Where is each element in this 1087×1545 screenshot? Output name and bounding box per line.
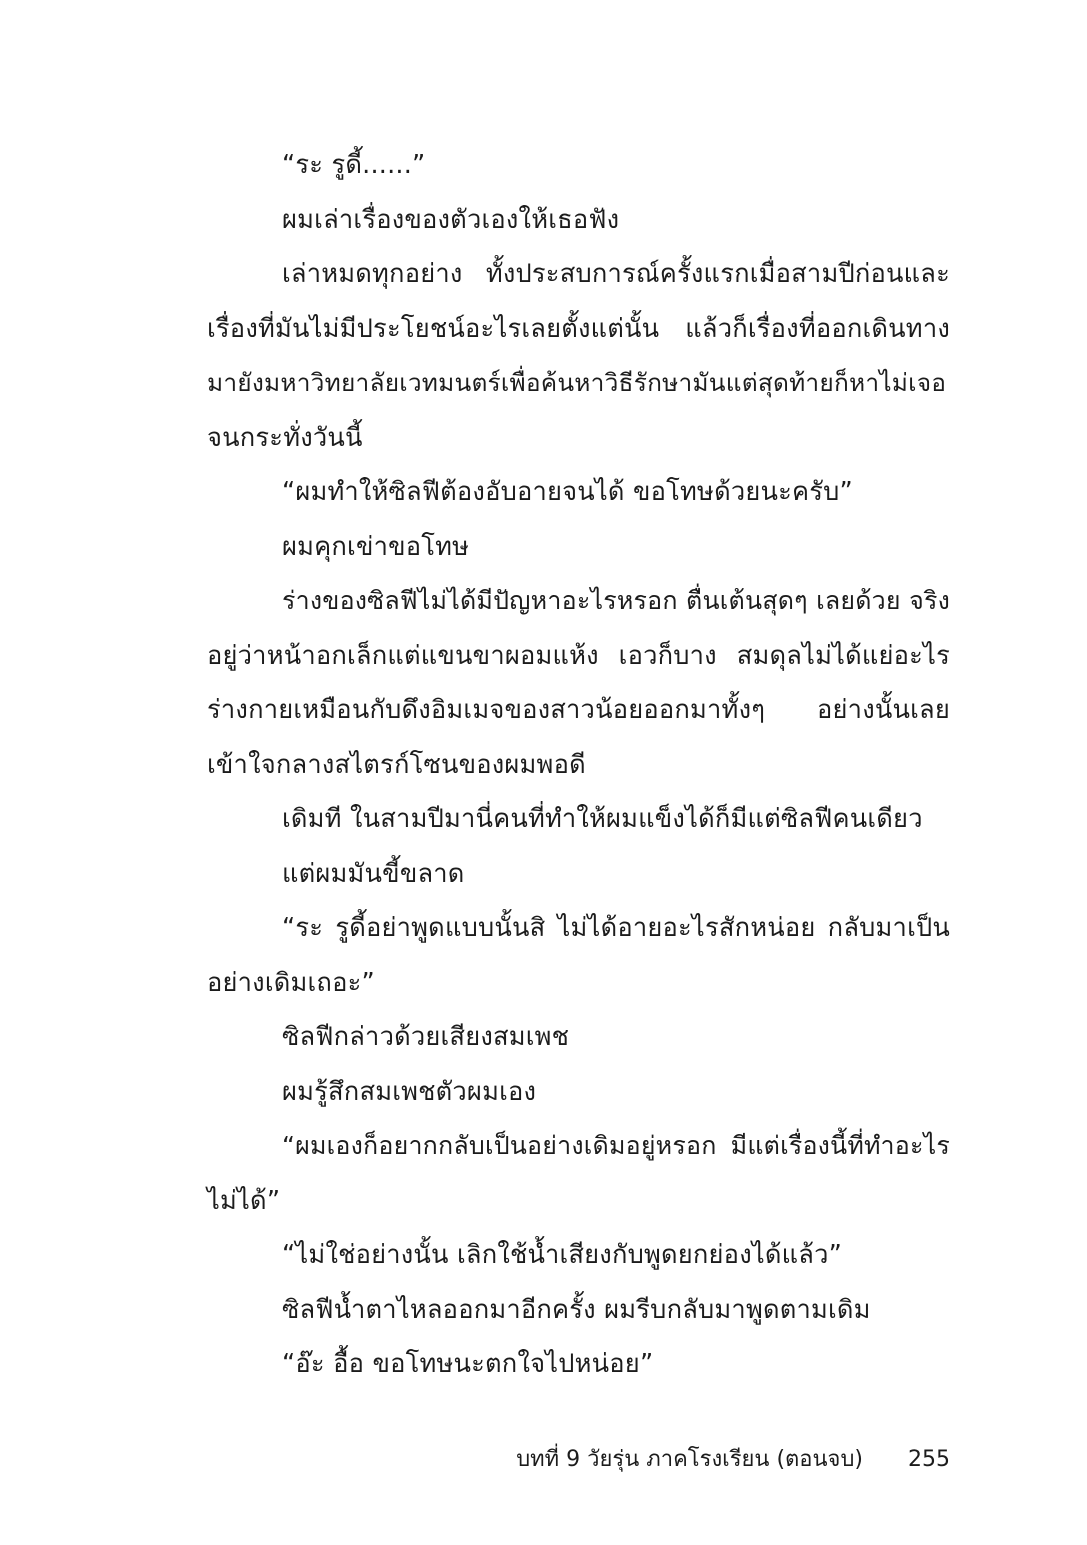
text-line: “ระ รูดี้......” — [282, 150, 426, 180]
text-line: ผมคุกเข่าขอโทษ — [282, 531, 470, 562]
page-footer — [516, 1445, 950, 1475]
text-line: จนกระทั่งวันนี้ — [207, 422, 363, 453]
text-line: เข้าใจกลางสไตรก์โซนของผมพอดี — [207, 749, 586, 780]
running-chapter-title: บทที่ 9 วัยรุ่น ภาคโรงเรียน (ตอนจบ) — [516, 1447, 863, 1472]
text-line: “ไม่ใช่อย่างนั้น เลิกใช้น้ำเสียงกับพูดยกย่องได้แล้ว” — [282, 1240, 843, 1270]
text-line: อยู่ว่าหน้าอกเล็กแต่แขนขาผอมแห้ง เอวก็บาง สมดุลไม่ได้แย่อะไร — [207, 640, 950, 671]
text-line: ร่างกายเหมือนกับดึงอิมเมจของสาวน้อยออกมาทั้งๆ อย่างนั้นเลย — [207, 695, 950, 725]
text-line: ผมรู้สึกสมเพชตัวผมเอง — [282, 1076, 537, 1107]
text-line: ร่างของซิลฟีไม่ได้มีปัญหาอะไรหรอก ตื่นเต้นสุดๆ เลยด้วย จริง — [282, 586, 950, 615]
body-text — [207, 138, 950, 1392]
text-line: เรื่องที่มันไม่มีประโยชน์อะไรเลยตั้งแต่นั้น แล้วก็เรื่องที่ออกเดินทาง — [207, 313, 950, 344]
page-number: 255 — [908, 1447, 950, 1472]
text-line: “ระ รูดี้อย่าพูดแบบนั้นสิ ไม่ได้อายอะไรสักหน่อย กลับมาเป็น — [282, 913, 950, 943]
text-line: “ผมทำให้ซิลฟีต้องอับอายจนได้ ขอโทษด้วยนะครับ” — [282, 477, 853, 507]
text-line: ผมเล่าเรื่องของตัวเองให้เธอฟัง — [282, 204, 620, 235]
text-line: มายังมหาวิทยาลัยเวทมนตร์เพื่อค้นหาวิธีรักษามันแต่สุดท้ายก็หาไม่เจอ — [207, 368, 947, 397]
text-line: เล่าหมดทุกอย่าง ทั้งประสบการณ์ครั้งแรกเมื่อสามปีก่อนและ — [282, 259, 950, 289]
text-line: ซิลฟีน้ำตาไหลออกมาอีกครั้ง ผมรีบกลับมาพูดตามเดิม — [282, 1294, 871, 1325]
text-line: ซิลฟีกล่าวด้วยเสียงสมเพช — [282, 1022, 570, 1052]
text-line: อย่างเดิมเถอะ” — [207, 967, 375, 998]
text-line: “อ๊ะ อื้อ ขอโทษนะตกใจไปหน่อย” — [282, 1349, 654, 1379]
text-line: ไม่ได้” — [207, 1185, 281, 1216]
text-line: เดิมที ในสามปีมานี่คนที่ทำให้ผมแข็งได้ก็มีแต่ซิลฟีคนเดียว — [282, 804, 923, 834]
text-line: “ผมเองก็อยากกลับเป็นอย่างเดิมอยู่หรอก มีแต่เรื่องนี้ที่ทำอะไร — [282, 1131, 950, 1160]
text-line: แต่ผมมันขี้ขลาด — [282, 858, 465, 889]
